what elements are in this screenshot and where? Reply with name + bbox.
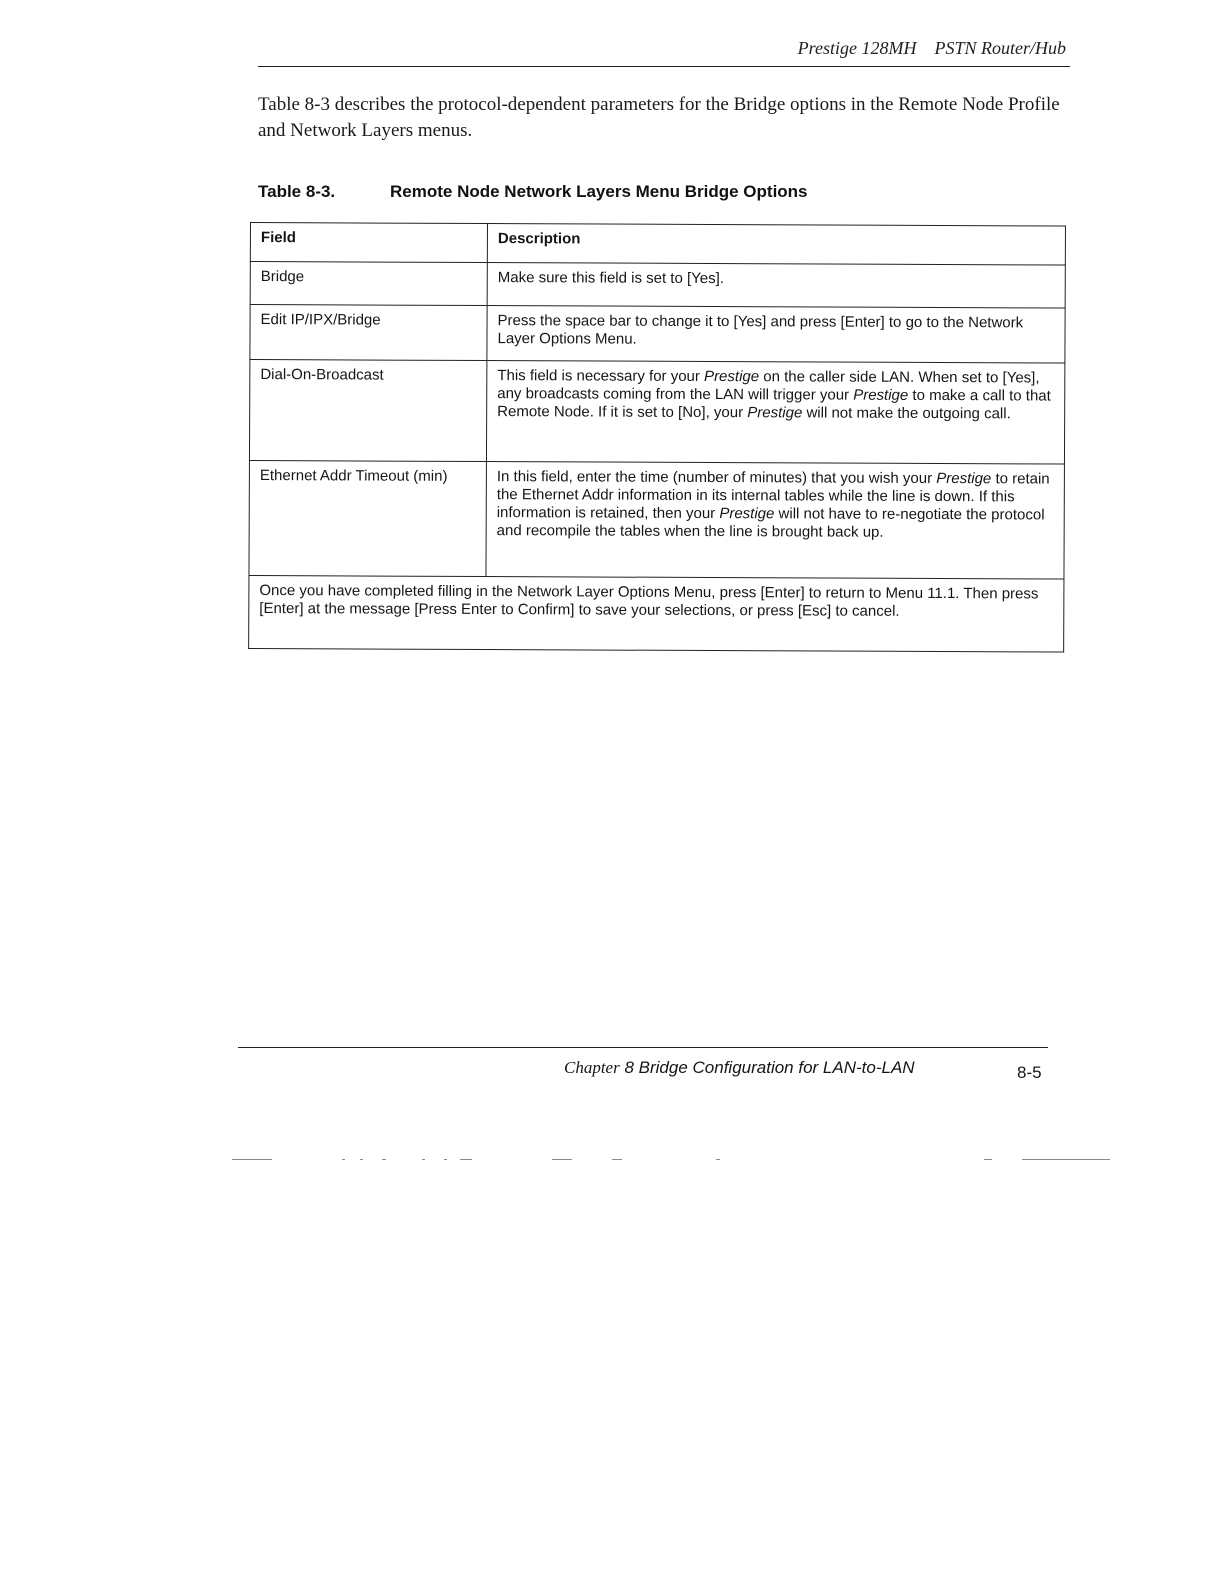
row-description-edit-ip-ipx-bridge <box>487 306 1065 364</box>
header-product: Prestige 128MH <box>797 38 917 58</box>
column-header-field: Field <box>250 223 487 263</box>
row-description-dial-on-broadcast <box>486 361 1064 465</box>
table-row <box>249 460 1064 579</box>
product-name-italic: Prestige <box>747 404 803 422</box>
product-name-italic: Prestige <box>719 505 775 523</box>
product-name-italic: Prestige <box>704 367 760 386</box>
table-row <box>250 262 1065 309</box>
row-field-ethernet-addr-timeout: Ethernet Addr Timeout (min) <box>249 460 486 576</box>
running-header <box>798 38 1066 59</box>
table-caption-title: Remote Node Network Layers Menu Bridge Options <box>390 182 808 201</box>
table-note-row <box>249 575 1064 652</box>
footer-rule <box>238 1047 1048 1048</box>
row-field-edit-ip-ipx-bridge: Edit IP/IPX/Bridge <box>250 305 487 361</box>
row-field-bridge: Bridge <box>250 262 487 306</box>
bridge-options-table <box>248 222 1066 653</box>
description-text: to make a call to that Remote Node. If it is set to [No], your <box>497 386 1051 422</box>
table-row <box>249 360 1064 465</box>
description-text: Press the space bar to change it to [Yes] and press [Enter] to go to the Network Layer Options Menu. <box>497 312 1024 348</box>
description-text: Make sure this field is set to [Yes]. <box>497 269 725 288</box>
footer-chapter-word: Chapter <box>564 1058 620 1077</box>
row-field-dial-on-broadcast: Dial-On-Broadcast <box>249 360 486 462</box>
description-text: This field is necessary for your <box>497 367 705 385</box>
column-header-description: Description <box>487 224 1065 266</box>
page-number: 8-5 <box>1017 1063 1042 1082</box>
scan-noise <box>232 1158 1112 1162</box>
description-text: will not have to re-negotiate the protocol and recompile the tables when the line is brought back up. <box>496 505 1045 541</box>
table-header-row <box>250 223 1065 266</box>
footer-chapter-name: 8 Bridge Configuration for LAN-to-LAN <box>624 1058 915 1077</box>
intro-paragraph: Table 8-3 describes the protocol-dependent parameters for the Bridge options in the Remote Node Profile and Network Layers menus. <box>258 94 1060 141</box>
product-name-italic: Prestige <box>936 469 992 488</box>
row-description-bridge <box>487 263 1065 309</box>
table-caption <box>258 182 808 202</box>
product-name-italic: Prestige <box>853 386 909 404</box>
table-caption-number: Table 8-3. <box>258 182 336 201</box>
table-note: Once you have completed filling in the Network Layer Options Menu, press [Enter] to return to Menu 11.1. Then press [Enter] at the message [Press Enter to Confirm] to save your selections, or press [Esc] to cancel. <box>249 575 1064 652</box>
table-row <box>250 305 1065 364</box>
header-rule <box>258 66 1070 67</box>
row-description-ethernet-addr-timeout <box>486 462 1064 580</box>
description-text: to retain the Ethernet Addr information in its internal tables while the line is down. If this information is retained, then your <box>496 470 1050 523</box>
footer-chapter-title <box>564 1058 915 1078</box>
header-device: PSTN Router/Hub <box>934 38 1066 58</box>
description-text: In this field, enter the time (number of minutes) that you wish your <box>496 468 937 487</box>
description-text: on the caller side LAN. When set to [Yes], any broadcasts coming from the LAN will trigger your <box>497 368 1040 404</box>
description-text: will not make the outgoing call. <box>802 404 1011 423</box>
